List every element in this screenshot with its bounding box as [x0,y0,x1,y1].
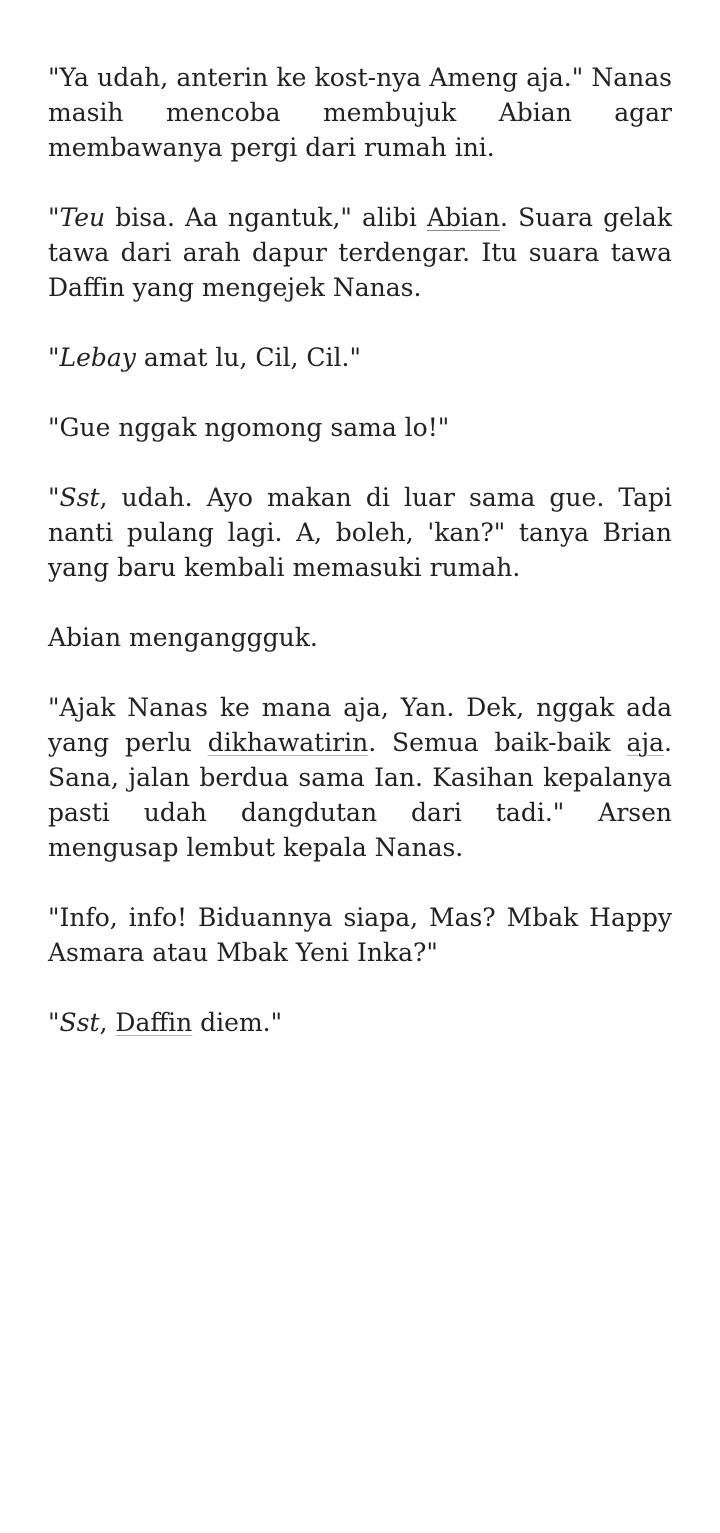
paragraph-text: "Ajak Nanas ke mana aja, Yan. Dek, nggak ada yang perlu [48,693,672,757]
italic-word: Lebay [59,343,136,372]
paragraph-text: . Sana, jalan berdua sama Ian. Kasihan kepalanya pasti udah dangdutan dari tadi." Arsen mengusap lembut kepala Nanas. [48,728,672,862]
italic-word: Sst [59,483,100,512]
paragraph-text: , udah. Ayo makan di luar sama gue. Tapi nanti pulang lagi. A, boleh, 'kan?" tanya Brian yang baru kembali memasuki rumah. [48,483,672,582]
paragraph-text: , [99,1008,116,1037]
paragraph-1: "Ya udah, anterin ke kost-nya Ameng aja." Nanas masih mencoba membujuk Abian agar membawanya pergi dari rumah ini. [48,63,672,162]
paragraph-6: Abian menganggguk. [48,623,318,652]
quote-mark: " [48,343,60,372]
reader-content [48,60,672,1075]
paragraph-text: bisa. Aa ngantuk," alibi [105,203,427,232]
italic-word: Sst [59,1008,100,1037]
paragraph-text: amat lu, Cil, Cil." [135,343,361,372]
paragraph-3 [48,340,672,375]
quote-mark: " [48,203,60,232]
quote-mark: " [48,1008,60,1037]
paragraph-text: . Semua baik-baik [368,728,627,757]
paragraph-5 [48,480,672,585]
spellcheck-word-dikhawatirin[interactable]: dikhawatirin [207,728,369,757]
paragraph-text: . Suara gelak tawa dari arah dapur terdengar. Itu suara tawa Daffin yang mengejek Nanas. [48,203,672,302]
italic-word: Teu [59,203,106,232]
spellcheck-word-daffin[interactable]: Daffin [115,1008,193,1037]
paragraph-4: "Gue nggak ngomong sama lo!" [48,413,450,442]
underlined-word-abian[interactable]: Abian [426,203,501,232]
paragraph-9 [48,1005,672,1040]
paragraph-7 [48,690,672,865]
quote-mark: " [48,483,60,512]
paragraph-2 [48,200,672,305]
spellcheck-word-aja[interactable]: aja [626,728,665,757]
paragraph-text: diem." [192,1008,283,1037]
paragraph-8: "Info, info! Biduannya siapa, Mas? Mbak Happy Asmara atau Mbak Yeni Inka?" [48,903,672,967]
